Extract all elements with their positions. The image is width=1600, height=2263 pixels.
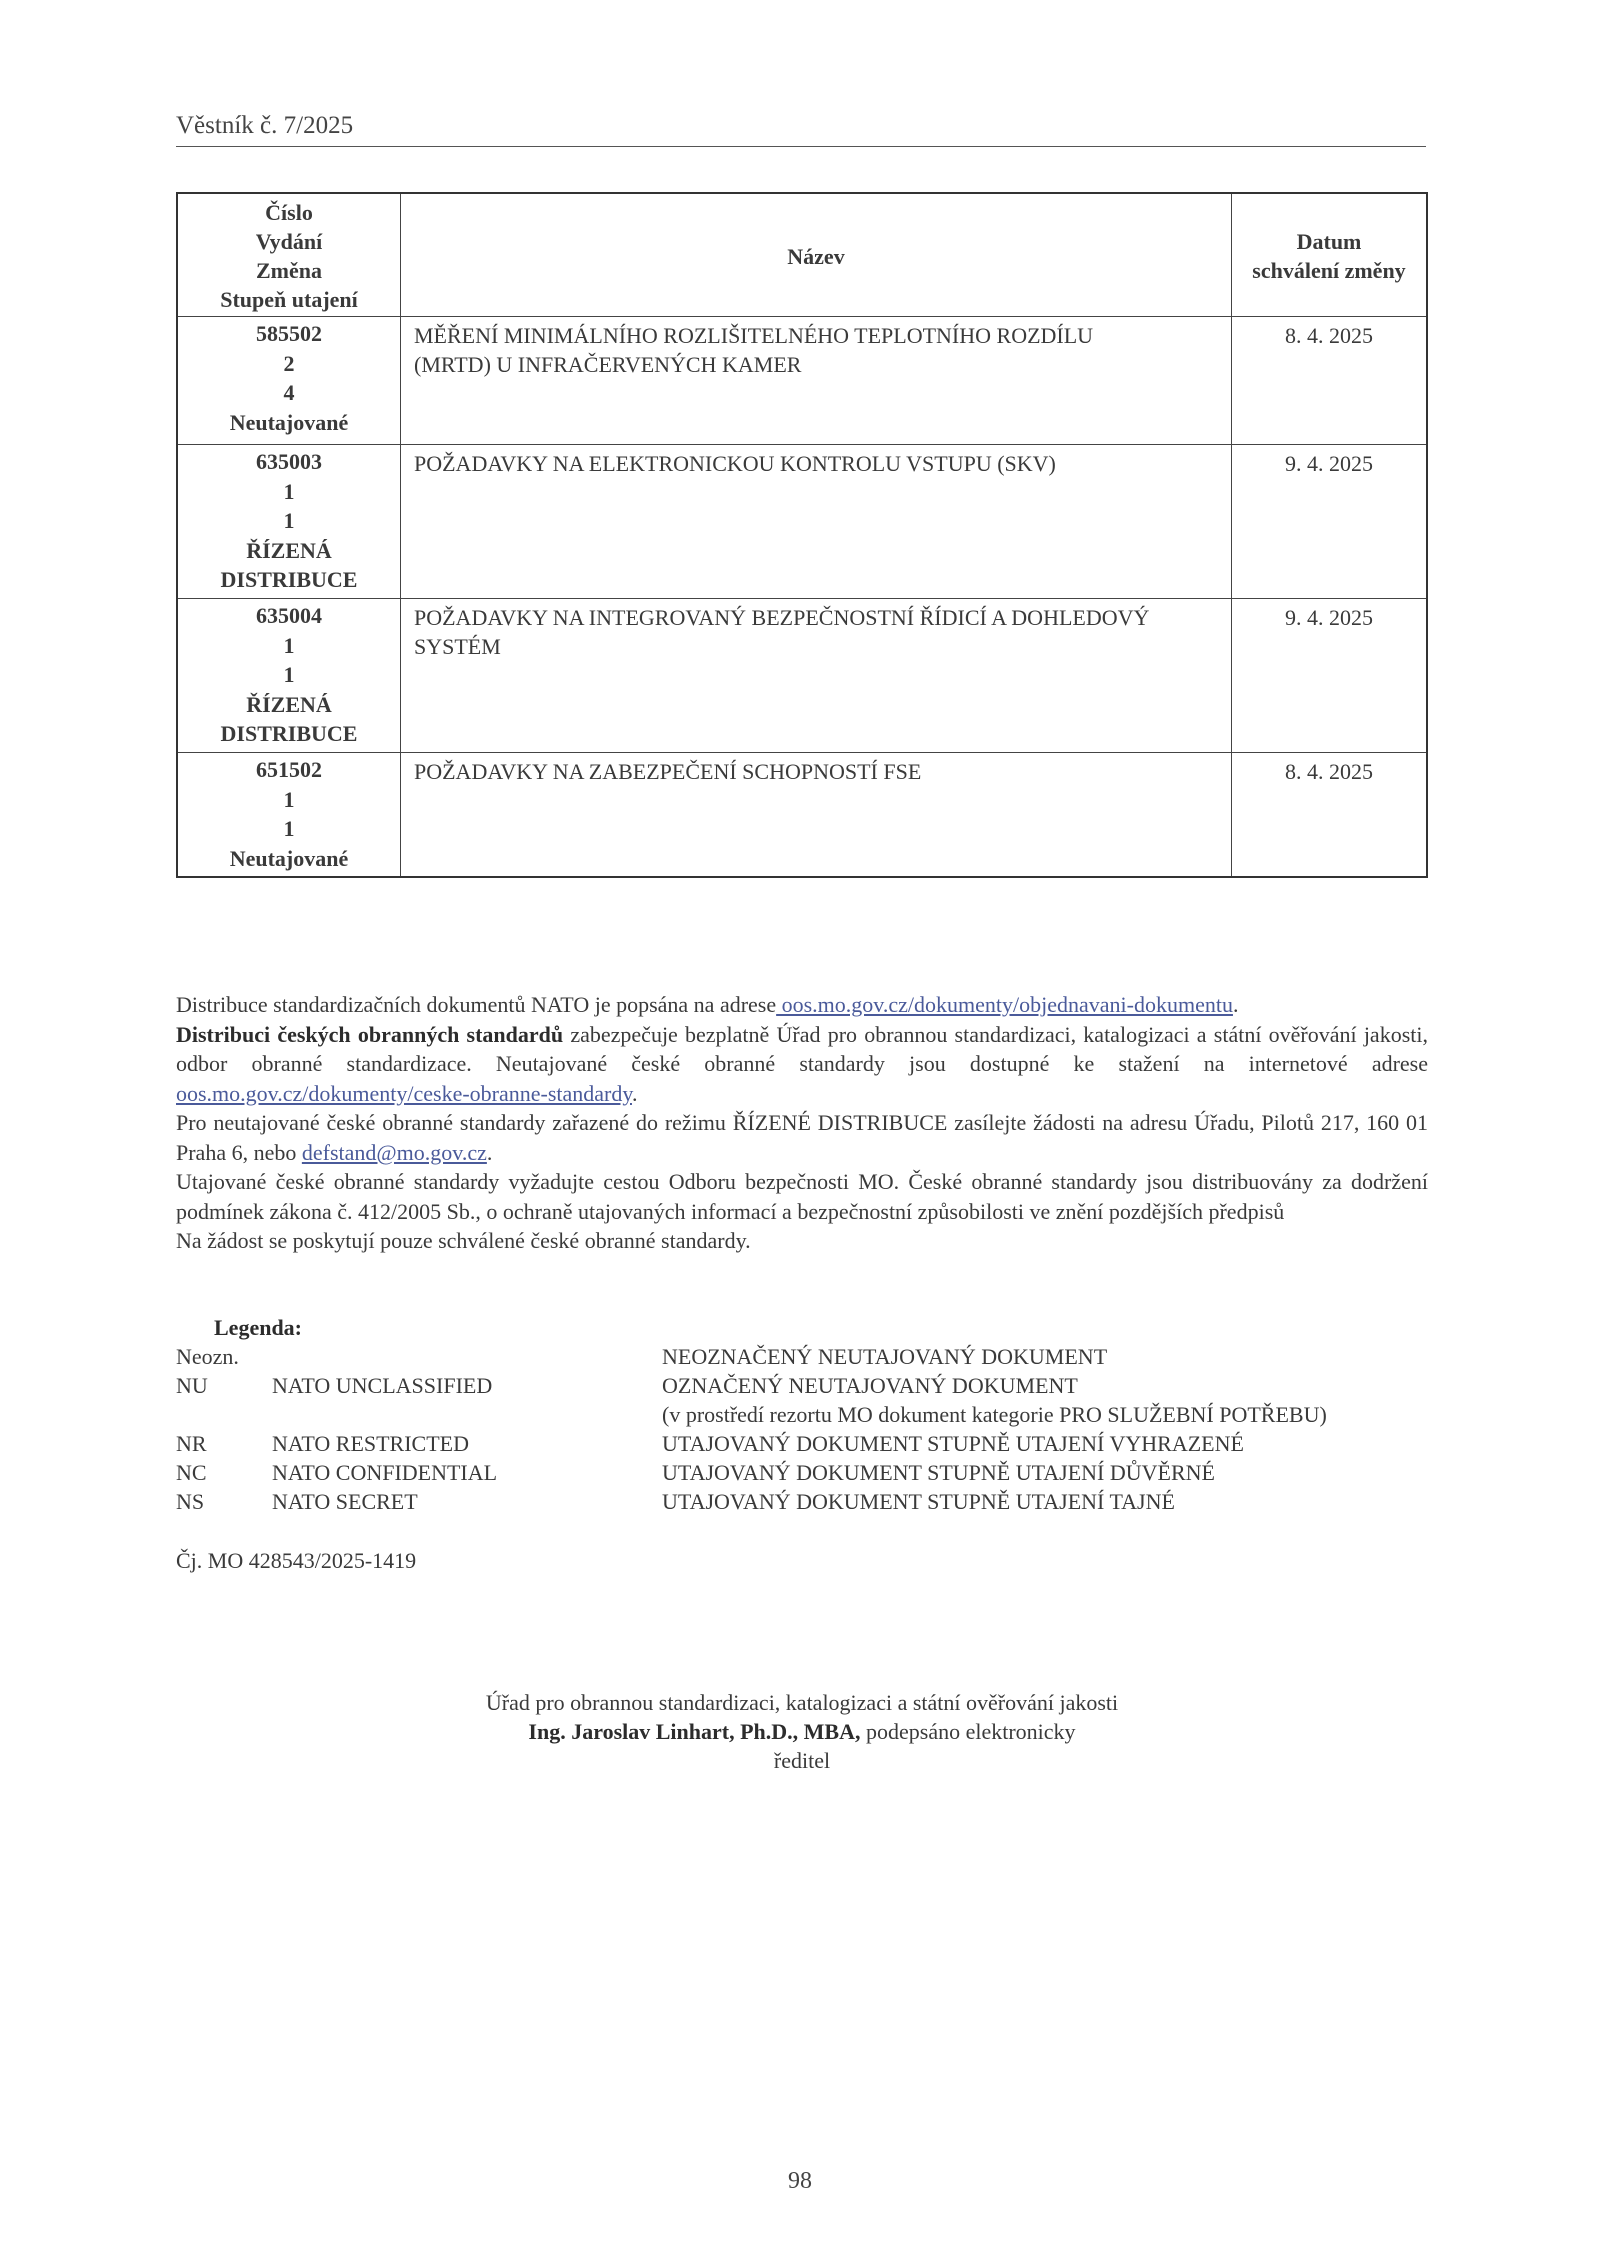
cell-cislo — [177, 599, 401, 753]
page-number: 98 — [788, 2168, 812, 2194]
legend-row: NC NATO CONFIDENTIAL UTAJOVANÝ DOKUMENT STUPNĚ UTAJENÍ DŮVĚRNÉ — [176, 1460, 1215, 1485]
edition: 2 — [283, 350, 295, 376]
header-cislo: Číslo Vydání Změna Stupeň utajení — [177, 193, 401, 317]
standard-number: 651502 — [256, 757, 322, 782]
legend-title: Legenda: — [214, 1315, 302, 1340]
classification: DISTRIBUCE — [220, 567, 358, 592]
controlled-distribution-paragraph: Pro neutajované české obranné standardy zařazené do režimu ŘÍZENÉ DISTRIBUCE zasílejte žádosti na adresu Úřadu, Pilotů 217, 160 01 Praha 6, nebo defstand@mo.gov.cz. — [176, 1110, 1428, 1165]
defstand-email-link[interactable]: defstand@mo.gov.cz — [301, 1139, 487, 1165]
classification: Neutajované — [229, 409, 349, 435]
edition: 1 — [283, 632, 295, 658]
cell-datum: 8. 4. 2025 — [1232, 317, 1428, 445]
classification: DISTRIBUCE — [220, 721, 358, 746]
bulletin-title: Věstník č. 7/2025 — [176, 112, 354, 139]
legend-row: NR NATO RESTRICTED UTAJOVANÝ DOKUMENT STUPNĚ UTAJENÍ VYHRAZENÉ — [176, 1431, 1244, 1456]
cell-datum: 9. 4. 2025 — [1232, 445, 1428, 599]
cell-cislo — [177, 445, 401, 599]
amendment: 1 — [283, 662, 295, 687]
cell-nazev: POŽADAVKY NA ELEKTRONICKOU KONTROLU VSTUPU (SKV) — [401, 445, 1232, 599]
signatory-name: Ing. Jaroslav Linhart, Ph.D., MBA, — [528, 1719, 861, 1744]
legend-row: NS NATO SECRET UTAJOVANÝ DOKUMENT STUPNĚ UTAJENÍ TAJNÉ — [176, 1489, 1175, 1514]
page-header — [176, 112, 1426, 147]
signature-block — [176, 1688, 1428, 1775]
table-row — [177, 445, 1427, 599]
header-datum: Datum schválení změny — [1232, 193, 1428, 317]
classification: Neutajované — [229, 845, 349, 871]
table-row — [177, 753, 1427, 878]
header-nazev: Název — [401, 193, 1232, 317]
cell-nazev: POŽADAVKY NA ZABEZPEČENÍ SCHOPNOSTÍ FSE — [401, 753, 1232, 878]
signature-office: Úřad pro obrannou standardizaci, katalogizaci a státní ověřování jakosti — [485, 1690, 1119, 1715]
standard-number: 635003 — [256, 449, 322, 474]
nato-distribution-paragraph: Distribuce standardizačních dokumentů NATO je popsána na adrese oos.mo.gov.cz/dokumenty/objednavani-dokumentu. — [176, 992, 1239, 1017]
standard-number: 635004 — [256, 603, 322, 628]
cell-cislo — [177, 753, 401, 878]
edition: 1 — [283, 786, 295, 812]
standards-table — [176, 192, 1428, 878]
cell-datum: 8. 4. 2025 — [1232, 753, 1428, 878]
table-row — [177, 317, 1427, 445]
cell-datum: 9. 4. 2025 — [1232, 599, 1428, 753]
edition: 1 — [283, 478, 295, 504]
table-header-row — [177, 193, 1427, 317]
legend-row: Neozn. NEOZNAČENÝ NEUTAJOVANÝ DOKUMENT — [176, 1344, 1108, 1369]
standard-number: 585502 — [256, 321, 322, 346]
classified-standards-paragraph: Utajované české obranné standardy vyžadujte cestou Odboru bezpečnosti MO. České obranné standardy jsou distribuovány za dodržení podmínek zákona č. 412/2005 Sb., o ochraně utajovaných informací a bezpečnostní způsobilosti ve znění pozdějších předpisů — [176, 1169, 1428, 1224]
signature-line: Ing. Jaroslav Linhart, Ph.D., MBA, podepsáno elektronicky — [528, 1719, 1076, 1744]
legend-row: NU NATO UNCLASSIFIED OZNAČENÝ NEUTAJOVANÝ DOKUMENT — [176, 1373, 1078, 1398]
nato-documents-link[interactable]: oos.mo.gov.cz/dokumenty/objednavani-dokumentu — [776, 992, 1233, 1017]
table-row — [177, 599, 1427, 753]
legend-row: (v prostředí rezortu MO dokument kategorie PRO SLUŽEBNÍ POTŘEBU) — [662, 1402, 1327, 1427]
cos-standards-link[interactable]: oos.mo.gov.cz/dokumenty/ceske-obranne-standardy — [176, 1080, 632, 1106]
classification: ŘÍZENÁ — [246, 691, 332, 717]
signatory-role: ředitel — [773, 1748, 831, 1773]
amendment: 1 — [283, 816, 295, 841]
amendment: 1 — [283, 508, 295, 533]
classification: ŘÍZENÁ — [246, 537, 332, 563]
cell-cislo — [177, 317, 401, 445]
distribution-info — [176, 990, 1428, 1256]
amendment: 4 — [283, 380, 295, 405]
cell-nazev: POŽADAVKY NA INTEGROVANÝ BEZPEČNOSTNÍ ŘÍDICÍ A DOHLEDOVÝ SYSTÉM — [401, 599, 1232, 753]
cos-distribution-paragraph: Distribuci českých obranných standardů zabezpečuje bezplatně Úřad pro obrannou standardizaci, katalogizaci a státní ověřování jakosti, odbor obranné standardizace. Neutajované české obranné standardy jsou dostupné ke stažení na internetové adrese oos.mo.gov.cz/dokumenty/ceske-obranne-standardy. — [176, 1021, 1428, 1106]
legend — [176, 1313, 1436, 1516]
approved-standards-note: Na žádost se poskytují pouze schválené české obranné standardy. — [176, 1228, 751, 1253]
cell-nazev: MĚŘENÍ MINIMÁLNÍHO ROZLIŠITELNÉHO TEPLOTNÍHO ROZDÍLU (MRTD) U INFRAČERVENÝCH KAMER — [401, 317, 1232, 445]
reference-number: Čj. MO 428543/2025-1419 — [176, 1548, 417, 1573]
